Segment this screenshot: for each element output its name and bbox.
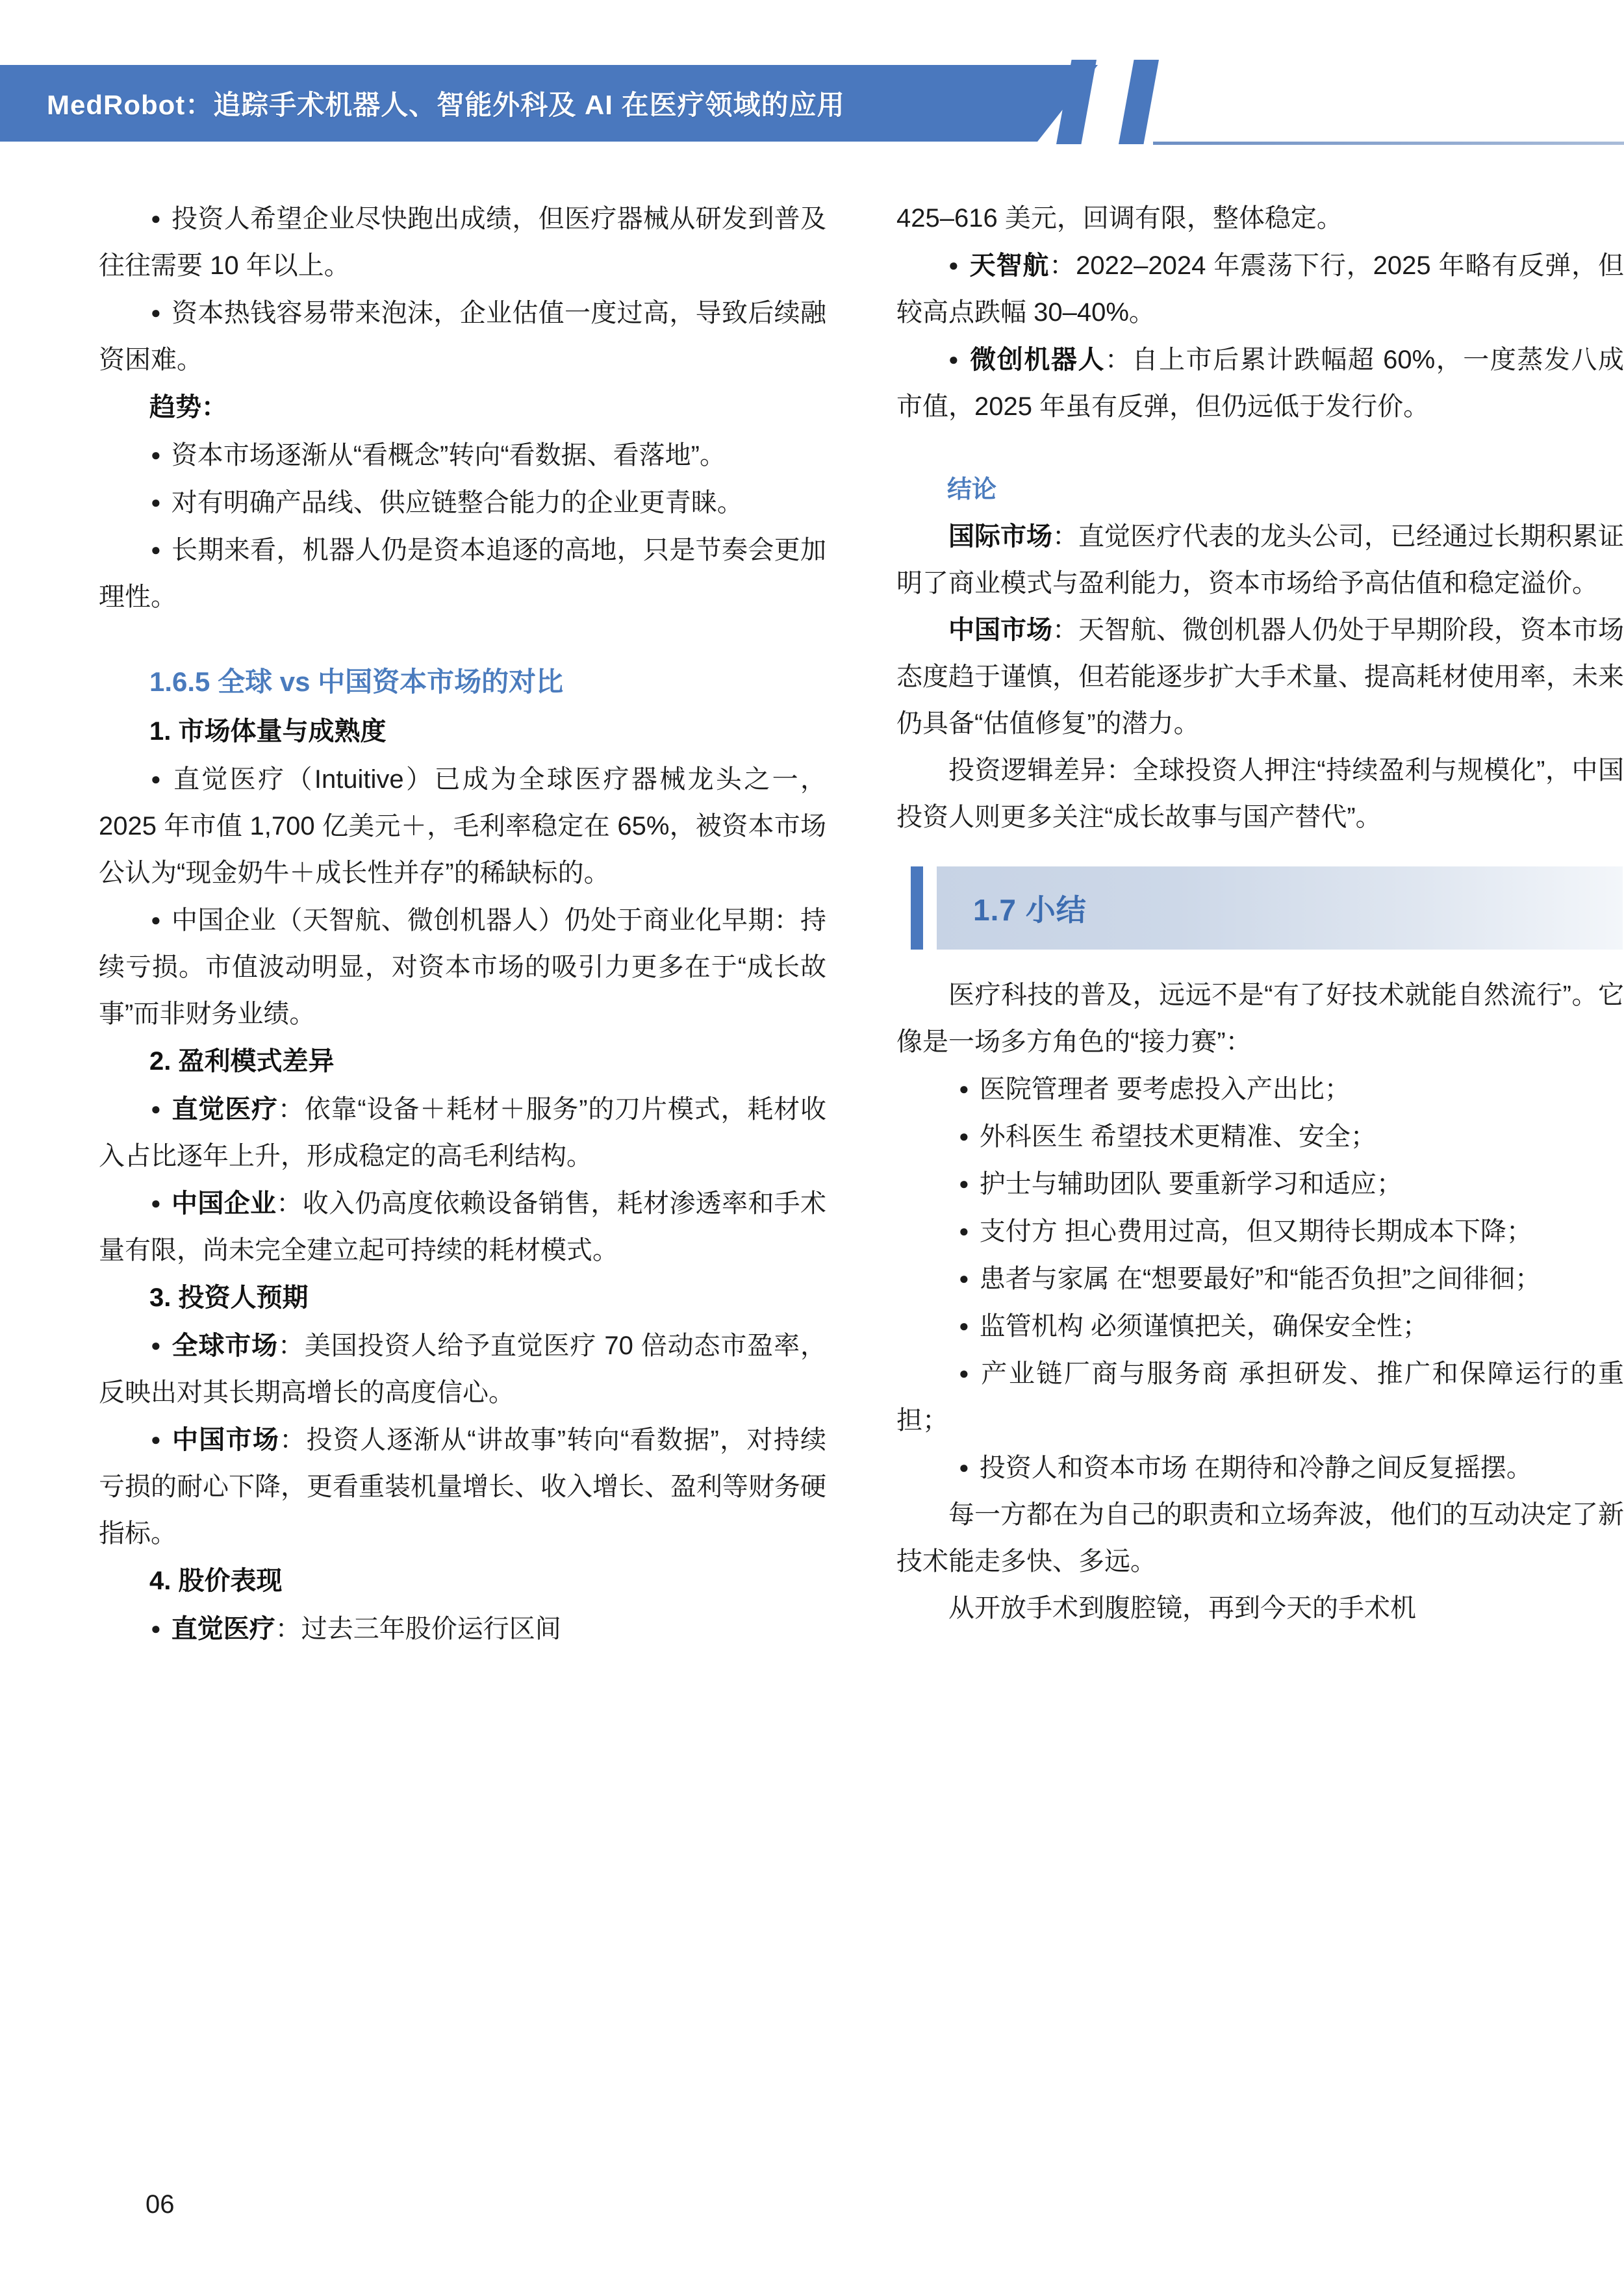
bullet-item (99, 1416, 826, 1557)
continued-paragraph: 425–616 美元，回调有限，整体稳定。 (896, 204, 1343, 233)
bullet-item (896, 242, 1624, 336)
item-text: ：天智航、微创机器人仍处于早期阶段，资本市场态度趋于谨慎，但若能逐步扩大手术量、提高耗材使用率，未来仍具备“估值修复”的潜力。 (896, 616, 1624, 738)
bullet-item: ● 监管机构 必须谨慎把关，确保安全性； (896, 1302, 1624, 1350)
bullet-text: ：2022–2024 年震荡下行，2025 年略有反弹，但较高点跌幅 30–40%。 (896, 251, 1624, 327)
closing-paragraph: 每一方都在为自己的职责和立场奔波，他们的互动决定了新技术能走多快、多远。 (896, 1500, 1624, 1576)
bullet-item (99, 1085, 826, 1180)
page-number: 06 (146, 2190, 175, 2219)
header-decor-slash-2 (1119, 60, 1159, 144)
banner-title: 1.7 小结 (973, 893, 1087, 927)
bullet-item: ● 长期来看，机器人仍是资本追逐的高地，只是节奏会更加理性。 (99, 526, 826, 620)
spacer (896, 430, 1624, 466)
bullet-item: ● 投资人和资本市场 在期待和冷静之间反复摇摆。 (896, 1444, 1624, 1491)
subsection-title: 1. 市场体量与成熟度 (149, 717, 387, 746)
bullet-item: ● 外科医生 希望技术更精准、安全； (896, 1113, 1624, 1160)
bullet-item: ● 资本市场逐渐从“看概念”转向“看数据、看落地”。 (99, 431, 826, 479)
bullet-lead: 天智航 (969, 251, 1050, 280)
section-heading-165: 1.6.5 全球 vs 中国资本市场的对比 (149, 666, 564, 697)
subsection-title: 4. 股价表现 (149, 1567, 283, 1595)
bullet-item: ● 医院管理者 要考虑投入产出比； (896, 1065, 1624, 1113)
bullet-item: ● 直觉医疗（Intuitive）已成为全球医疗器械龙头之一，2025 年市值 1,700 亿美元＋，毛利率稳定在 65%，被资本市场公认为“现金奶牛＋成长性并存”的稀缺标的。 (99, 755, 826, 896)
bullet-item (99, 1180, 826, 1274)
left-column (99, 195, 826, 2182)
body-columns (0, 195, 1624, 2182)
bullet-text: ：美国投资人给予直觉医疗 70 倍动态市盈率，反映出对其长期高增长的高度信心。 (99, 1331, 826, 1407)
banner-accent-tab (911, 866, 923, 950)
subsection-title: 3. 投资人预期 (149, 1283, 309, 1312)
bullet-text: ：投资人逐渐从“讲故事”转向“看数据”，对持续亏损的耐心下降，更看重装机量增长、收入增长、盈利等财务硬指标。 (99, 1426, 826, 1548)
bullet-text: ：收入仍高度依赖设备销售，耗材渗透率和手术量有限，尚未完全建立起可持续的耗材模式。 (99, 1189, 826, 1265)
conclusion-item (896, 607, 1624, 747)
right-column (896, 195, 1624, 2182)
bullet-lead: 直觉医疗 (171, 1095, 278, 1124)
bullet-text: ：过去三年股价运行区间 (275, 1615, 561, 1643)
bullet-lead: 微创机器人 (970, 346, 1105, 374)
bullet-lead: 直觉医疗 (171, 1615, 275, 1643)
bullet-text: ：依靠“设备＋耗材＋服务”的刀片模式，耗材收入占比逐年上升，形成稳定的高毛利结构。 (99, 1095, 826, 1170)
summary-intro: 医疗科技的普及，远远不是“有了好技术就能自然流行”。它像是一场多方角色的“接力赛”： (896, 981, 1624, 1056)
bullet-item: ● 产业链厂商与服务商 承担研发、推广和保障运行的重担； (896, 1350, 1624, 1444)
bullet-item: ● 对有明确产品线、供应链整合能力的企业更青睐。 (99, 479, 826, 526)
header-title: MedRobot：追踪手术机器人、智能外科及 AI 在医疗领域的应用 (47, 90, 845, 120)
conclusion-item (896, 513, 1624, 607)
spacer (99, 620, 826, 657)
conclusion-heading: 结论 (947, 476, 997, 503)
trend-label: 趋势： (149, 393, 227, 422)
header-rule (1153, 142, 1624, 145)
bullet-item: ● 支付方 担心费用过高，但又期待长期成本下降； (896, 1207, 1624, 1255)
bullet-item (99, 1322, 826, 1416)
bullet-lead: 中国企业 (171, 1189, 277, 1218)
page-header (0, 65, 1098, 142)
bullet-item: ● 投资人希望企业尽快跑出成绩，但医疗器械从研发到普及往往需要 10 年以上。 (99, 195, 826, 289)
bullet-item: ● 护士与辅助团队 要重新学习和适应； (896, 1160, 1624, 1207)
conclusion-paragraph: 投资逻辑差异：全球投资人押注“持续盈利与规模化”，中国投资人则更多关注“成长故事与国产替代”。 (896, 756, 1624, 831)
bullet-item (896, 336, 1624, 430)
bullet-item: ● 资本热钱容易带来泡沫，企业估值一度过高，导致后续融资困难。 (99, 289, 826, 383)
bullet-item: ● 中国企业（天智航、微创机器人）仍处于商业化早期：持续亏损。市值波动明显，对资本市场的吸引力更多在于“成长故事”而非财务业绩。 (99, 896, 826, 1037)
subsection-title: 2. 盈利模式差异 (149, 1047, 335, 1076)
item-text: ：直觉医疗代表的龙头公司，已经通过长期积累证明了商业模式与盈利能力，资本市场给予高估值和稳定溢价。 (896, 522, 1624, 598)
bullet-item: ● 患者与家属 在“想要最好”和“能否负担”之间徘徊； (896, 1255, 1624, 1302)
bullet-item (99, 1605, 826, 1652)
item-lead: 中国市场 (948, 616, 1052, 644)
item-lead: 国际市场 (948, 522, 1052, 551)
section-banner-17 (911, 866, 1623, 950)
bullet-text: ：自上市后累计跌幅超 60%，一度蒸发八成市值，2025 年虽有反弹，但仍远低于发行价。 (896, 346, 1624, 421)
bullet-lead: 中国市场 (172, 1426, 280, 1454)
bullet-lead: 全球市场 (171, 1331, 279, 1360)
closing-paragraph: 从开放手术到腹腔镜，再到今天的手术机 (948, 1594, 1416, 1622)
